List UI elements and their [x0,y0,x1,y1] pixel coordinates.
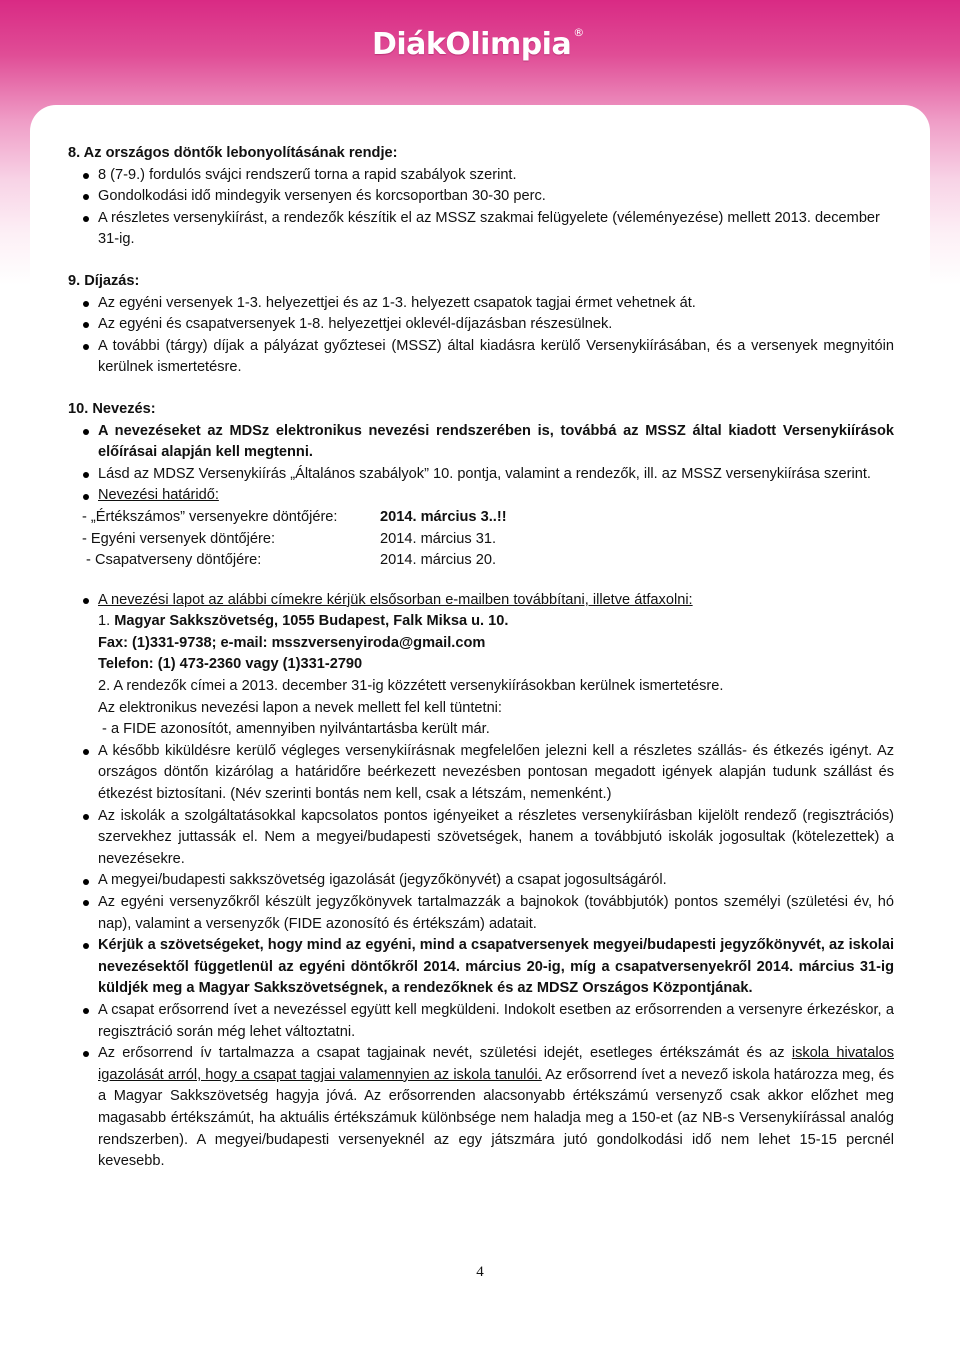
address-2: 2. A rendezők címei a 2013. december 31-ig közzétett versenykiírásokban kerülnek ismertetésre. [98,678,724,695]
bullet-icon [83,472,89,478]
address-block [68,611,894,741]
requirements-list [68,741,894,1173]
list-item [68,741,894,806]
list-item [68,870,894,892]
electronic-form-note: Az elektronikus nevezési lapon a nevek mellett fel kell tüntetni: [98,699,502,716]
list-item-text: Lásd az MDSZ Versenykiírás „Általános szabályok” 10. pontja, valamint a rendezők, ill. az MSSZ versenykiírása szerint. [98,465,871,482]
bullet-icon [83,494,89,500]
phone: Telefon: (1) 473-2360 vagy (1)331-2790 [98,656,363,673]
bullet-icon [83,943,89,949]
send-instructions: A nevezési lapot az alábbi címekre kérjük elsősorban e-mailben továbbítani, illetve átfaxolni: [98,591,693,608]
address-1 [98,611,894,633]
section-10-title: 10. Nevezés: [68,400,156,417]
deadline-title: Nevezési határidő: [98,487,219,504]
bullet-icon [83,1051,89,1057]
list-item-text: A nevezéseket az MDSz elektronikus nevezési rendszerében is, továbbá az MSSZ által kiadott Versenykiírások előírásai alapján kell megtenni. [98,422,894,461]
bullet-icon [83,1008,89,1014]
list-item [68,208,894,251]
deadline-table [82,507,507,572]
bullet-icon [83,173,89,179]
bullet-icon [83,344,89,350]
page-number: 4 [476,1264,484,1280]
list-item-text: A később kiküldésre kerülő végleges versenykiírásnak megfelelően jelezni kell a részletes szállás- és étkezés igényt. Az országos döntőn kizárólag a határidőre beérkezett nevezésben pontosan megadott igények alapján tudunk szállást és étkezést biztosítani. (Név szerinti bontás nem kell, csak a létszám, nemenként.) [98,742,894,803]
list-item-text: A további (tárgy) díjak a pályázat győztesei (MSSZ) által kiadásra kerülő Versenykiírásában, és a versenyek megnyitóin kerülnek ismertetésre. [98,337,894,376]
table-row [82,550,507,572]
address-1-text: Magyar Sakkszövetség, 1055 Budapest, Falk Miksa u. 10. [114,613,509,630]
logo-text: DiákOlimpia [372,26,572,62]
deadline-date: 2014. március 20. [380,552,497,569]
table-row [82,507,507,529]
list-item-text: Gondolkodási idő mindegyik versenyen és korcsoportban 30-30 perc. [98,188,546,205]
list-item [68,314,894,336]
address-1-number: 1. [98,613,115,630]
bullet-icon [83,749,89,755]
list-item-text-a: Az erősorrend ív tartalmazza a csapat tagjainak nevét, születési idejét, esetleges értékszámát és az [98,1045,792,1062]
deadline-date: 2014. március 3..!! [380,508,507,525]
deadline-label: - Csapatverseny döntőjére: [82,552,262,569]
bullet-icon [83,900,89,906]
list-item-text: A részletes versenykiírást, a rendezők készítik el az MSSZ szakmai felügyelete (véleményezése) mellett 2013. december 31-ig. [98,209,880,248]
list-item [68,464,894,486]
list-item [68,1043,894,1173]
section-8-title: 8. Az országos döntők lebonyolításának rendje: [68,145,398,161]
deadline-label: - „Értékszámos” versenyekre döntőjére: [82,508,338,525]
list-item-text-b: Az erősorrend ívet a nevező iskola határozza meg, és a Magyar Sakkszövetség hagyja jóvá. Az erősorrenden alacsonyabb értékszámú versenyző csak akkor előzhet meg magasabb értékszámút, ha aktuális értékszámuk különbsége nem haladja meg a 150-et (az NB-s Versenykiírással analóg rendszerben). A megyei/budapesti versenyeknél az egy játszmára jutó gondolkodási idő nem lehet 15-15 percnél kevesebb. [98,1066,894,1170]
deadline-label: - Egyéni versenyek döntőjére: [82,530,276,547]
list-item [68,590,894,612]
list-item-text: Az egyéni és csapatversenyek 1-8. helyezettjei oklevél-díjazásban részesülnek. [98,316,613,333]
list-item [68,806,894,871]
list-item-text-underlined: iskola hivatalos igazolását arról, hogy a csapat tagjai valamennyien az iskola tanulói. [98,1045,894,1083]
list-item [68,293,894,315]
bullet-icon [83,598,89,604]
submission-list [68,590,894,612]
list-item-text: Az iskolák a szolgáltatásokkal kapcsolatos pontos igényeiket a részletes versenykiírásban kijelölt rendező (regisztrációs) szervekhez juttassák el. Nem a megyei/budapesti szövetségek, hanem a továbbjutó iskolák jogosultak (kötelezettek) a nevezésekre. [98,807,894,867]
bullet-icon [83,814,89,820]
list-item [68,485,894,507]
list-item-text: Az egyéni versenyzőkről készült jegyzőkönyvek tartalmazzák a bajnokok (továbbjutók) pontos személyi (születési év, hó nap), valamint a versenyzők (FIDE azonosító és értékszám) adatait. [98,894,894,932]
bullet-icon [83,322,89,328]
bullet-icon [83,216,89,222]
list-item [68,892,894,935]
list-item [68,935,894,1000]
bullet-icon [83,429,89,435]
bullet-icon [83,194,89,200]
registered-mark: ® [573,25,585,39]
diakolimpia-logo [372,20,592,68]
deadline-date: 2014. március 31. [380,530,497,547]
list-item [68,421,894,464]
section-8-list [68,165,894,251]
section-9-list [68,293,894,379]
list-item-text: A csapat erősorrend ívet a nevezéssel együtt kell megküldeni. Indokolt esetben az erősorrenden a versenyre érkezéskor, a regisztráció során még lehet változtatni. [98,1001,894,1040]
list-item [68,336,894,379]
document-body [68,143,894,1173]
fax-email: Fax: (1)331-9738; e-mail: msszversenyiroda@gmail.com [98,634,486,651]
list-item [68,186,894,208]
list-item [68,165,894,187]
list-item-text: A megyei/budapesti sakkszövetség igazolását (jegyzőkönyvét) a csapat jogosultságáról. [98,872,667,889]
list-item-text: Az egyéni versenyek 1-3. helyezettjei és az 1-3. helyezett csapatok tagjai érmet vehetnek át. [98,294,696,311]
bullet-icon [83,301,89,307]
bullet-icon [83,879,89,885]
section-9-title: 9. Díjazás: [68,272,140,289]
list-item [68,1000,894,1043]
list-item-text: 8 (7-9.) fordulós svájci rendszerű torna a rapid szabályok szerint. [98,166,517,183]
list-item-text: Kérjük a szövetségeket, hogy mind az egyéni, mind a csapatversenyek megyei/budapesti jegyzőkönyvét, az iskolai nevezésektől függetlenül az egyéni döntőkről 2014. március 20-ig, míg a csapatversenyekről 2014. március 31-ig küldjék meg a Magyar Sakkszövetségnek, a rendezőknek és az MDSZ Országos Központjának. [98,937,894,997]
section-10-list [68,421,894,507]
fide-note: - a FIDE azonosítót, amennyiben nyilvántartásba került már. [98,721,490,738]
table-row [82,529,507,551]
